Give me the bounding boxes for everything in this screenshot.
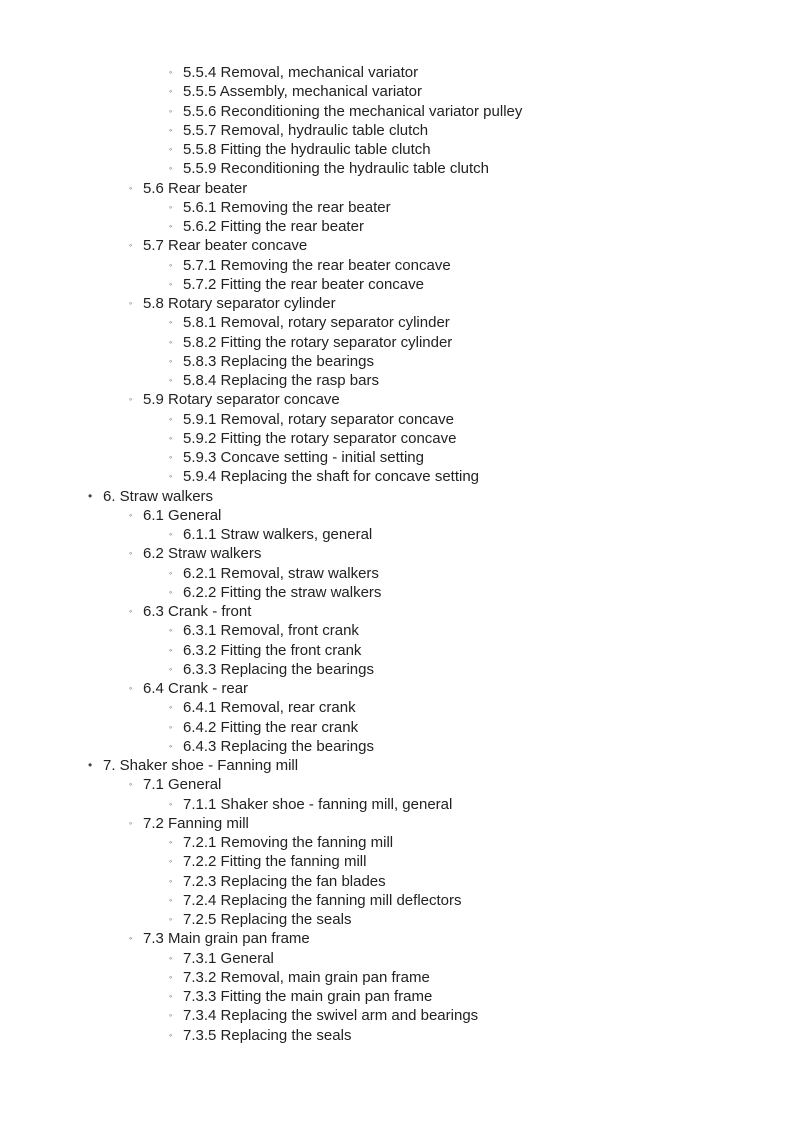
toc-entry-label: 6.3.1 Removal, front crank — [183, 622, 359, 640]
toc-entry-label: 6.4.2 Fitting the rear crank — [183, 718, 359, 736]
hollow-bullet-icon: ◦ — [169, 163, 173, 174]
hollow-bullet-icon: ◦ — [169, 375, 173, 385]
toc-entry-label: 6.2 Straw walkers — [143, 545, 262, 563]
toc-entry[interactable] — [0, 63, 794, 82]
hollow-bullet-icon: ◦ — [129, 548, 133, 559]
toc-entry[interactable] — [0, 564, 794, 583]
toc-entry[interactable] — [0, 641, 794, 660]
hollow-bullet-icon: ◦ — [169, 856, 173, 867]
toc-entry[interactable] — [0, 544, 794, 563]
toc-entry[interactable] — [0, 294, 794, 313]
hollow-bullet-icon: ◦ — [129, 394, 133, 405]
toc-entry[interactable] — [0, 352, 794, 371]
toc-entry[interactable] — [0, 467, 794, 486]
toc-entry[interactable] — [0, 602, 794, 621]
toc-entry-label: 7.1 General — [143, 776, 222, 794]
hollow-bullet-icon: ◦ — [169, 67, 173, 77]
toc-entry[interactable] — [0, 737, 794, 756]
hollow-bullet-icon: ◦ — [129, 509, 133, 520]
hollow-bullet-icon: ◦ — [129, 817, 133, 828]
toc-entry-label: 7.3.5 Replacing the seals — [183, 1026, 352, 1044]
hollow-bullet-icon: ◦ — [129, 779, 133, 790]
toc-entry-label: 5.8.3 Replacing the bearings — [183, 352, 374, 370]
toc-entry-label: 7.1.1 Shaker shoe - fanning mill, general — [183, 795, 453, 813]
toc-entry[interactable] — [0, 525, 794, 544]
toc-entry-label: 6.4 Crank - rear — [143, 680, 249, 697]
hollow-bullet-icon: ◦ — [169, 317, 173, 328]
toc-entry[interactable] — [0, 256, 794, 275]
hollow-bullet-icon: ◦ — [169, 105, 173, 116]
hollow-bullet-icon: ◦ — [169, 971, 173, 982]
toc-entry-label: 6.4.3 Replacing the bearings — [183, 737, 374, 755]
toc-entry-label: 5.7 Rear beater concave — [143, 237, 308, 255]
hollow-bullet-icon: ◦ — [169, 432, 173, 443]
toc-entry-label: 5.9.2 Fitting the rotary separator concave — [183, 429, 457, 447]
hollow-bullet-icon: ◦ — [169, 837, 173, 847]
toc-entry[interactable] — [0, 313, 794, 332]
hollow-bullet-icon: ◦ — [169, 144, 173, 154]
hollow-bullet-icon: ◦ — [169, 875, 173, 886]
toc-entry[interactable] — [0, 102, 794, 121]
toc-entry-label: 6.2.1 Removal, straw walkers — [183, 564, 379, 582]
hollow-bullet-icon: ◦ — [169, 1010, 173, 1021]
toc-entry[interactable] — [0, 583, 794, 602]
toc-entry-label: 6.3 Crank - front — [143, 603, 252, 620]
toc-entry-label: 5.7.2 Fitting the rear beater concave — [183, 275, 424, 293]
bullet-icon: • — [88, 488, 93, 503]
toc-entry-label: 5.6 Rear beater — [143, 179, 248, 197]
toc-entry-label: 7.3.3 Fitting the main grain pan frame — [183, 988, 433, 1005]
toc-entry-label: 5.9 Rotary separator concave — [143, 391, 340, 409]
hollow-bullet-icon: ◦ — [169, 86, 173, 97]
toc-entry[interactable] — [0, 718, 794, 737]
toc-entry[interactable] — [0, 140, 794, 159]
toc-entry-label: 5.9.3 Concave setting - initial setting — [183, 449, 424, 466]
toc-entry-label: 7.3.4 Replacing the swivel arm and bearings — [183, 1007, 479, 1025]
toc-entry-label: 7.2.5 Replacing the seals — [183, 911, 352, 928]
hollow-bullet-icon: ◦ — [129, 298, 133, 308]
toc-entry-label: 5.8.4 Replacing the rasp bars — [183, 372, 379, 389]
toc-entry-label: 5.5.7 Removal, hydraulic table clutch — [183, 121, 429, 139]
bullet-icon: • — [88, 758, 93, 772]
hollow-bullet-icon: ◦ — [129, 683, 133, 693]
hollow-bullet-icon: ◦ — [169, 740, 173, 751]
hollow-bullet-icon: ◦ — [169, 644, 173, 655]
toc-entry[interactable] — [0, 814, 794, 833]
toc-entry[interactable] — [0, 872, 794, 891]
toc-entry[interactable] — [0, 333, 794, 352]
hollow-bullet-icon: ◦ — [129, 933, 133, 944]
hollow-bullet-icon: ◦ — [169, 529, 173, 539]
hollow-bullet-icon: ◦ — [169, 663, 173, 674]
toc-entry-label: 6.1.1 Straw walkers, general — [183, 526, 373, 543]
toc-entry-label: 7.3 Main grain pan frame — [143, 930, 310, 948]
toc-entry[interactable] — [0, 852, 794, 871]
toc-entry[interactable] — [0, 833, 794, 852]
toc-entry-label: 7.3.1 General — [183, 949, 274, 967]
toc-entry[interactable] — [0, 795, 794, 814]
hollow-bullet-icon: ◦ — [169, 586, 173, 597]
hollow-bullet-icon: ◦ — [169, 124, 173, 135]
toc-entry-label: 7.2.1 Removing the fanning mill — [183, 834, 394, 851]
toc-entry[interactable] — [0, 968, 794, 987]
toc-entry[interactable] — [0, 775, 794, 794]
hollow-bullet-icon: ◦ — [129, 182, 133, 193]
toc-entry[interactable] — [0, 660, 794, 679]
hollow-bullet-icon: ◦ — [169, 259, 173, 270]
toc-entry-label: 6. Straw walkers — [103, 487, 214, 505]
hollow-bullet-icon: ◦ — [169, 952, 173, 963]
toc-entry-label: 6.3.2 Fitting the front crank — [183, 641, 362, 659]
toc-entry[interactable] — [0, 371, 794, 390]
toc-entry-label: 5.8.1 Removal, rotary separator cylinder — [183, 314, 450, 332]
toc-entry[interactable] — [0, 448, 794, 467]
hollow-bullet-icon: ◦ — [169, 625, 173, 636]
toc-entry[interactable] — [0, 179, 794, 198]
toc-entry[interactable] — [0, 698, 794, 717]
toc-entry[interactable] — [0, 410, 794, 429]
hollow-bullet-icon: ◦ — [169, 702, 173, 713]
toc-entry[interactable] — [0, 429, 794, 448]
toc-entry-label: 5.5.6 Reconditioning the mechanical variator pulley — [183, 102, 523, 120]
toc-entry[interactable] — [0, 1026, 794, 1045]
toc-entry[interactable] — [0, 621, 794, 640]
toc-entry[interactable] — [0, 198, 794, 217]
toc-entry[interactable] — [0, 679, 794, 698]
hollow-bullet-icon: ◦ — [169, 914, 173, 924]
toc-entry-label: 5.6.2 Fitting the rear beater — [183, 218, 364, 235]
toc-entry-label: 5.5.9 Reconditioning the hydraulic table clutch — [183, 160, 490, 178]
toc-entry[interactable] — [0, 756, 794, 775]
toc-entry-label: 5.9.4 Replacing the shaft for concave setting — [183, 468, 480, 486]
toc-entry-label: 5.5.4 Removal, mechanical variator — [183, 64, 419, 81]
toc-entry[interactable] — [0, 487, 794, 506]
hollow-bullet-icon: ◦ — [129, 606, 133, 616]
toc-entry-label: 5.5.8 Fitting the hydraulic table clutch — [183, 141, 431, 158]
toc-entry-label: 6.3.3 Replacing the bearings — [183, 660, 374, 678]
toc-entry-label: 7.2.2 Fitting the fanning mill — [183, 853, 367, 871]
hollow-bullet-icon: ◦ — [169, 798, 173, 809]
hollow-bullet-icon: ◦ — [169, 221, 173, 231]
hollow-bullet-icon: ◦ — [169, 355, 173, 366]
toc-entry[interactable] — [0, 121, 794, 140]
toc-entry-label: 7.2 Fanning mill — [143, 814, 249, 832]
toc-entry[interactable] — [0, 929, 794, 948]
toc-entry-label: 5.7.1 Removing the rear beater concave — [183, 256, 451, 274]
toc-entry-label: 6.1 General — [143, 506, 222, 524]
toc-entry-label: 5.6.1 Removing the rear beater — [183, 198, 391, 216]
hollow-bullet-icon: ◦ — [169, 201, 173, 212]
toc-entry[interactable] — [0, 1006, 794, 1025]
toc-entry-label: 5.8.2 Fitting the rotary separator cylinder — [183, 333, 453, 351]
toc-entry[interactable] — [0, 217, 794, 236]
toc-entry-label: 7.3.2 Removal, main grain pan frame — [183, 968, 430, 986]
toc-entry-label: 7.2.3 Replacing the fan blades — [183, 872, 386, 890]
toc-entry[interactable] — [0, 275, 794, 294]
hollow-bullet-icon: ◦ — [129, 240, 133, 251]
toc-entry-label: 6.2.2 Fitting the straw walkers — [183, 583, 382, 601]
toc-entry-label: 7. Shaker shoe - Fanning mill — [103, 757, 299, 774]
hollow-bullet-icon: ◦ — [169, 894, 173, 905]
hollow-bullet-icon: ◦ — [169, 452, 173, 462]
hollow-bullet-icon: ◦ — [169, 413, 173, 424]
hollow-bullet-icon: ◦ — [169, 278, 173, 289]
toc-entry[interactable] — [0, 506, 794, 525]
toc-entry-label: 7.2.4 Replacing the fanning mill deflectors — [183, 891, 462, 909]
hollow-bullet-icon: ◦ — [169, 991, 173, 1001]
hollow-bullet-icon: ◦ — [169, 721, 173, 732]
table-of-contents — [0, 63, 794, 1045]
toc-entry[interactable] — [0, 891, 794, 910]
toc-entry[interactable] — [0, 236, 794, 255]
toc-entry-label: 5.5.5 Assembly, mechanical variator — [183, 83, 422, 101]
toc-entry[interactable] — [0, 390, 794, 409]
toc-entry[interactable] — [0, 159, 794, 178]
toc-entry[interactable] — [0, 82, 794, 101]
toc-entry[interactable] — [0, 987, 794, 1006]
toc-entry-label: 6.4.1 Removal, rear crank — [183, 699, 356, 717]
hollow-bullet-icon: ◦ — [169, 1029, 173, 1040]
hollow-bullet-icon: ◦ — [169, 471, 173, 482]
hollow-bullet-icon: ◦ — [169, 336, 173, 347]
hollow-bullet-icon: ◦ — [169, 567, 173, 578]
toc-entry[interactable] — [0, 910, 794, 929]
toc-entry[interactable] — [0, 949, 794, 968]
toc-entry-label: 5.9.1 Removal, rotary separator concave — [183, 410, 454, 428]
toc-entry-label: 5.8 Rotary separator cylinder — [143, 295, 336, 312]
